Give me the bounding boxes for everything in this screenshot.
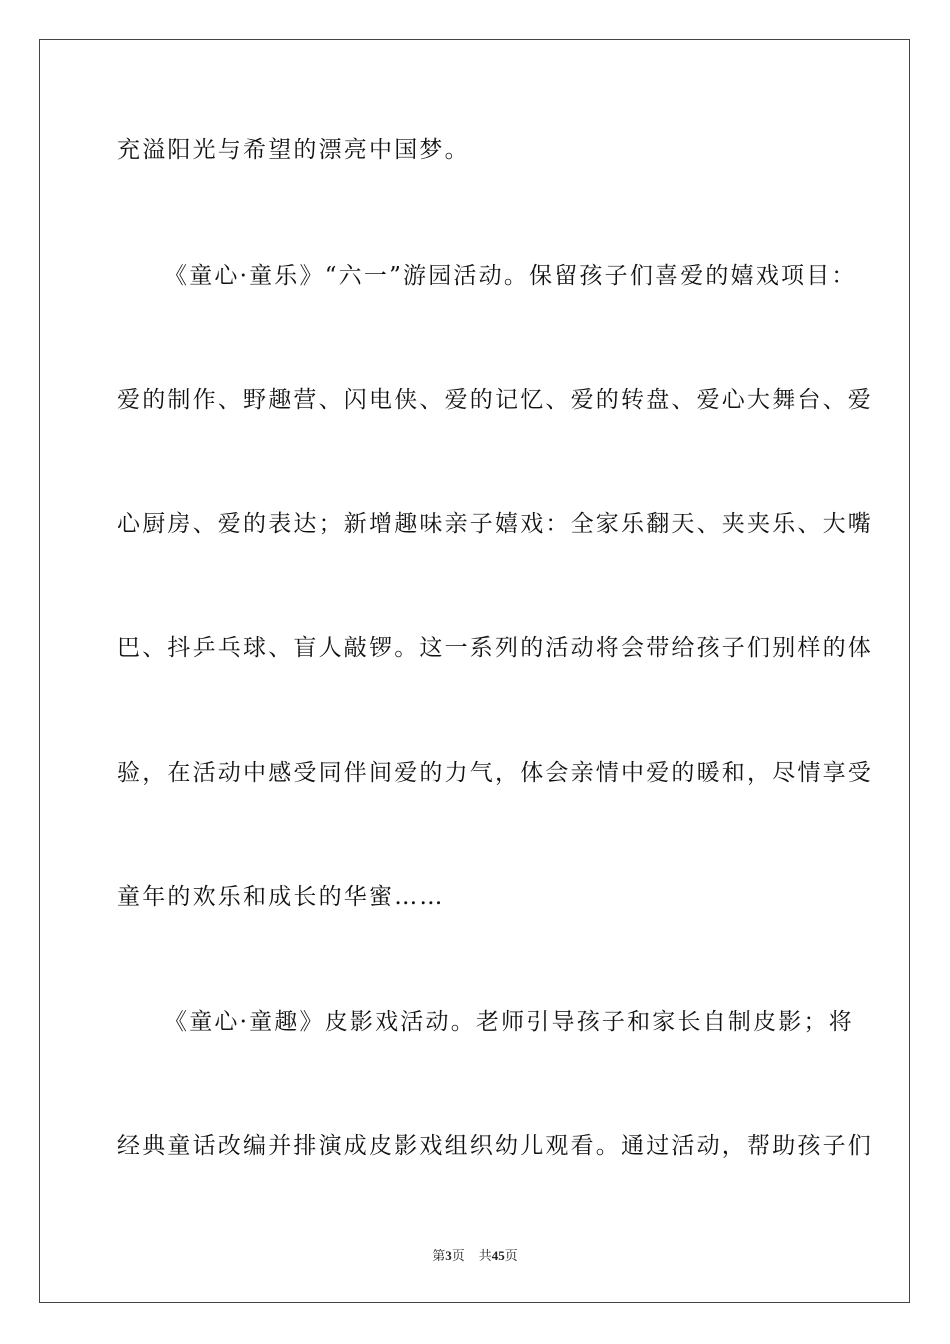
footer-page-prefix: 第 [432, 1248, 446, 1263]
paragraph-line: 巴、抖乒乓球、盲人敲锣。这一系列的活动将会带给孩子们别样的体 [117, 635, 873, 661]
paragraph-line: 心厨房、爱的表达；新增趣味亲子嬉戏：全家乐翻天、夹夹乐、大嘴 [117, 511, 873, 537]
paragraph-line: 充溢阳光与希望的漂亮中国梦。 [117, 137, 470, 163]
paragraph-line: 《童心·童乐》“六一”游园活动。保留孩子们喜爱的嬉戏项目： [164, 263, 857, 289]
footer-page-number: 3 [445, 1248, 452, 1263]
footer-total-pages: 45 [491, 1248, 505, 1263]
footer-page-suffix: 页 [451, 1248, 465, 1263]
page-footer [0, 1247, 950, 1265]
footer-total-suffix: 页 [504, 1248, 518, 1263]
paragraph-line: 经典童话改编并排演成皮影戏组织幼儿观看。通过活动，帮助孩子们 [117, 1133, 873, 1159]
paragraph-line: 童年的欢乐和成长的华蜜…… [117, 884, 445, 910]
paragraph-line: 《童心·童趣》皮影戏活动。老师引导孩子和家长自制皮影；将 [164, 1009, 854, 1035]
page-border [39, 39, 910, 1303]
paragraph-line: 验，在活动中感受同伴间爱的力气，体会亲情中爱的暖和，尽情享受 [117, 760, 873, 786]
paragraph-line: 爱的制作、野趣营、闪电侠、爱的记忆、爱的转盘、爱心大舞台、爱 [117, 387, 873, 413]
footer-total-prefix: 共 [478, 1248, 492, 1263]
